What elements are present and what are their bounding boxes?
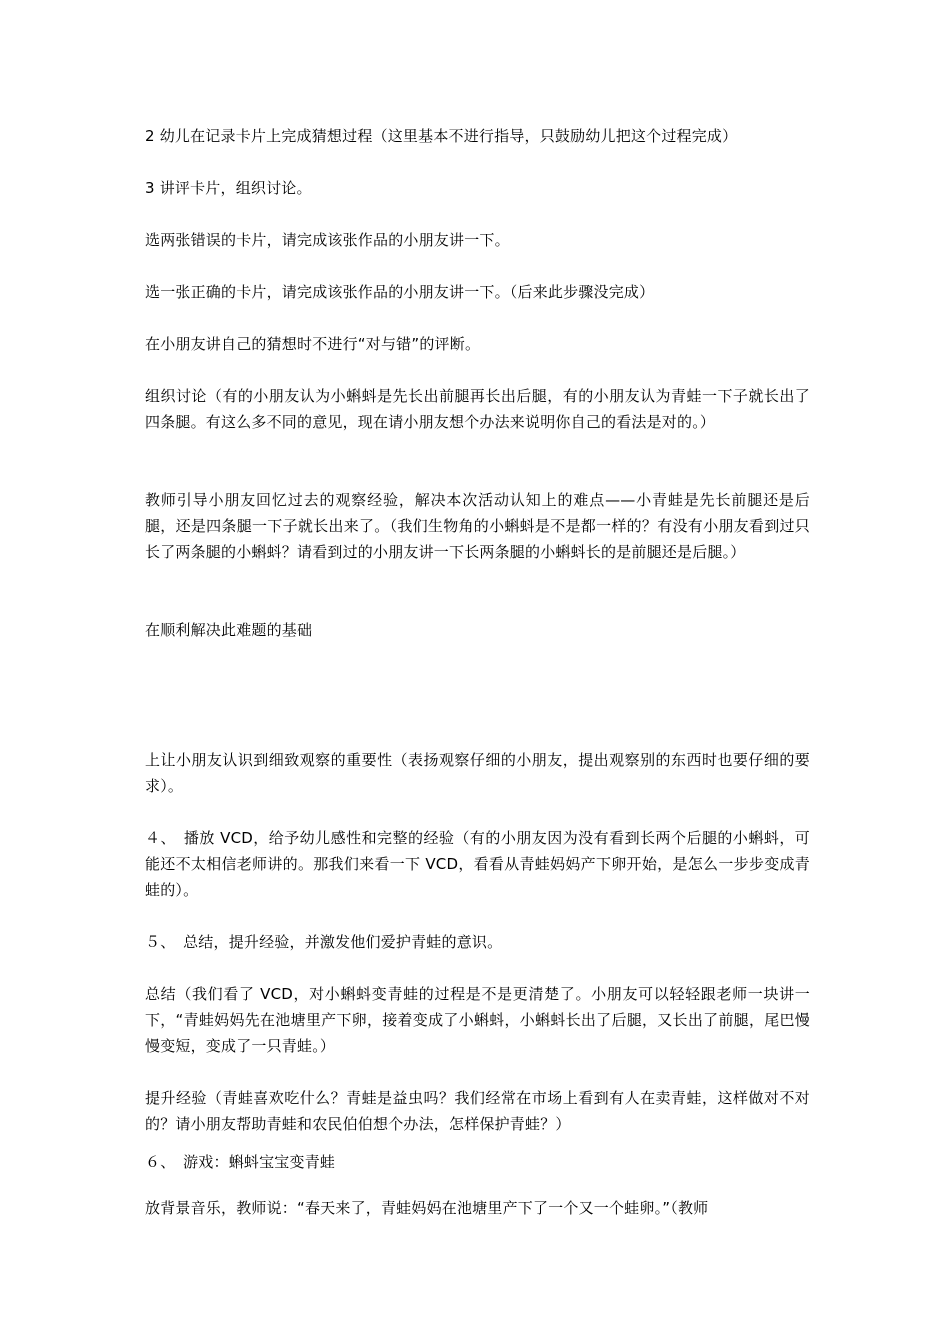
paragraph-correct-card: 选一张正确的卡片，请完成该张作品的小朋友讲一下。（后来此步骤没完成） [145, 283, 655, 301]
paragraph-background-music: 放背景音乐，教师说：“春天来了，青蛙妈妈在池塘里产下了一个又一个蛙卵。”（教师 [145, 1199, 709, 1217]
paragraph-observation: 上让小朋友认识到细致观察的重要性（表扬观察仔细的小朋友，提出观察别的东西时也要仔细的要求）。 [145, 751, 810, 795]
paragraph-wrong-cards: 选两张错误的卡片，请完成该张作品的小朋友讲一下。 [145, 231, 510, 249]
paragraph-summary-detail: 总结（我们看了 VCD，对小蝌蚪变青蛙的过程是不是更清楚了。小朋友可以轻轻跟老师一块讲一下，“青蛙妈妈先在池塘里产下卵，接着变成了小蝌蚪，小蝌蚪长出了后腿，又长出了前腿，尾巴慢慢变短，变成了一只青蛙。） [145, 985, 810, 1055]
paragraph-step-5-summary: ５、 总结，提升经验，并激发他们爱护青蛙的意识。 [145, 933, 503, 951]
paragraph-step-4-vcd: ４、 播放 VCD，给予幼儿感性和完整的经验（有的小朋友因为没有看到长两个后腿的小蝌蚪，可能还不太相信老师讲的。那我们来看一下 VCD，看看从青蛙妈妈产下卵开始，是怎么一步步变成青蛙的）。 [145, 829, 810, 899]
paragraph-discussion: 组织讨论（有的小朋友认为小蝌蚪是先长出前腿再长出后腿，有的小朋友认为青蛙一下子就长出了四条腿。有这么多不同的意见，现在请小朋友想个办法来说明你自己的看法是对的。） [145, 387, 810, 431]
paragraph-raise-experience: 提升经验（青蛙喜欢吃什么？青蛙是益虫吗？我们经常在市场上看到有人在卖青蛙，这样做对不对的？请小朋友帮助青蛙和农民伯伯想个办法，怎样保护青蛙？） [145, 1089, 810, 1133]
paragraph-step-6-game: ６、 游戏：蝌蚪宝宝变青蛙 [145, 1153, 336, 1171]
paragraph-step-2: 2 幼儿在记录卡片上完成猜想过程（这里基本不进行指导，只鼓励幼儿把这个过程完成） [145, 127, 738, 145]
paragraph-foundation: 在顺利解决此难题的基础 [145, 621, 313, 639]
paragraph-step-3: 3 讲评卡片，组织讨论。 [145, 179, 312, 197]
paragraph-no-judgement: 在小朋友讲自己的猜想时不进行“对与错”的评断。 [145, 335, 481, 353]
paragraph-teacher-guidance: 教师引导小朋友回忆过去的观察经验，解决本次活动认知上的难点——小青蛙是先长前腿还是后腿，还是四条腿一下子就长出来了。（我们生物角的小蝌蚪是不是都一样的？有没有小朋友看到过只长了两条腿的小蝌蚪？请看到过的小朋友讲一下长两条腿的小蝌蚪长的是前腿还是后腿。） [145, 491, 810, 561]
